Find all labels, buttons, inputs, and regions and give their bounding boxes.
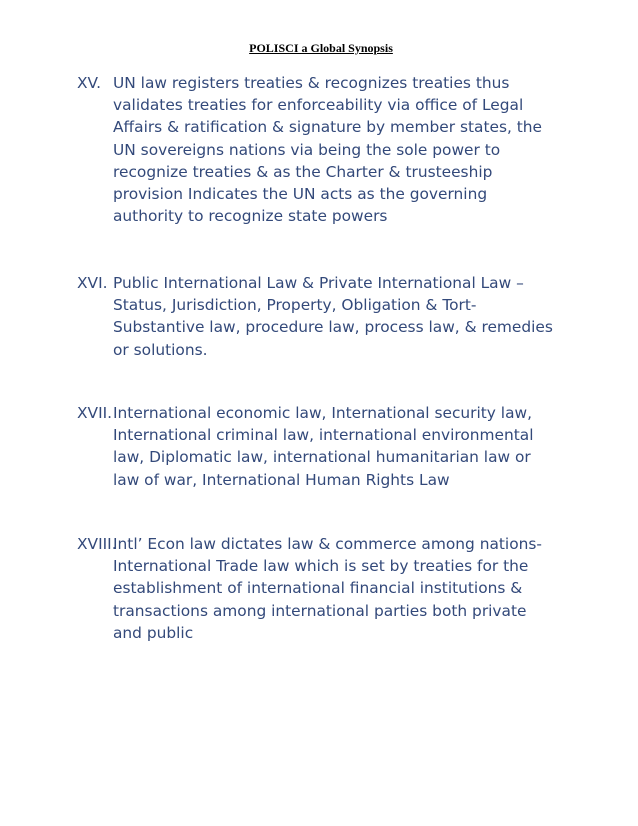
item-numeral: XVIII. [77, 535, 117, 553]
item-line: Status, Jurisdiction, Property, Obligation & Tort- [113, 296, 477, 315]
page-header [0, 41, 638, 56]
item-line: law of war, International Human Rights Law [113, 470, 450, 489]
item-line: International criminal law, international environmental [113, 426, 534, 445]
list-item-xvii [77, 402, 577, 491]
item-line: or solutions. [113, 340, 208, 359]
item-line: Intl’ Econ law dictates law & commerce among nations- [113, 535, 542, 553]
list-item-xviii [77, 533, 577, 644]
item-numeral: XVII. [77, 404, 113, 422]
item-line: transactions among international parties both private [113, 601, 527, 620]
item-line: Substantive law, procedure law, process law, & remedies [113, 318, 553, 337]
item-line: provision Indicates the UN acts as the governing [113, 185, 488, 204]
item-numeral: XV. [77, 74, 101, 92]
item-numeral: XVI. [77, 274, 108, 292]
item-line: authority to recognize state powers [113, 207, 388, 226]
item-line: International economic law, International security law, [113, 404, 532, 422]
item-line: UN law registers treaties & recognizes treaties thus [113, 74, 510, 92]
item-line: Affairs & ratification & signature by member states, the [113, 118, 543, 137]
item-line: UN sovereigns nations via being the sole power to [113, 140, 501, 159]
list-item-xv [77, 72, 577, 227]
item-line: validates treaties for enforceability via office of Legal [113, 96, 524, 115]
item-line: recognize treaties & as the Charter & trusteeship [113, 162, 493, 181]
header-title: POLISCI a Global Synopsis [249, 41, 393, 55]
item-line: law, Diplomatic law, international humanitarian law or [113, 448, 531, 467]
item-line: International Trade law which is set by treaties for the [113, 557, 529, 576]
item-line: Public International Law & Private International Law – [113, 274, 524, 292]
list-item-xvi [77, 272, 577, 361]
item-line: and public [113, 623, 194, 642]
item-line: establishment of international financial institutions & [113, 579, 523, 598]
